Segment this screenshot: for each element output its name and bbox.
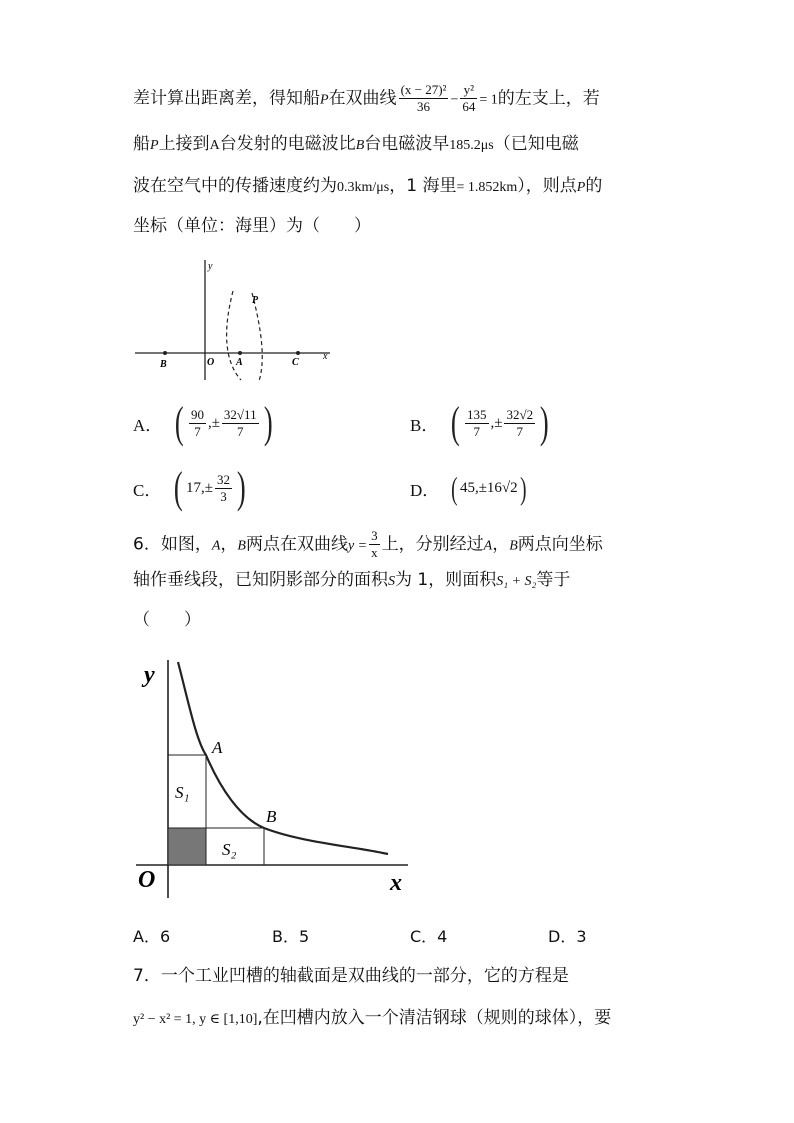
q6-line-1: 6．如图，A，B两点在双曲线y = $\frac{3}{x}$ 上，分别经过A，B两点向坐标 xyxy=(133,528,603,560)
s2-label: S₂ xyxy=(222,840,237,859)
q6-line-3: （ ） xyxy=(133,610,201,630)
point-c-label: C xyxy=(292,357,299,368)
x-axis-label: x xyxy=(323,351,328,362)
point-a-label: A xyxy=(212,738,223,757)
y-axis-label: y xyxy=(144,662,155,688)
origin-label: O xyxy=(138,867,156,893)
q5-line-3: 波在空气中的传播速度约为0.3km/μs，1 海里= 1.852km），则点P的 xyxy=(133,176,603,196)
q6-fraction: $\frac{3}{x}$ xyxy=(371,528,378,560)
x-axis-label: x xyxy=(390,870,402,896)
q6-area-figure xyxy=(130,650,420,900)
q5-line-1: 差计算出距离差，得知船P在双曲线 $\frac{\text{(x − 27)²}}{36}$ − $\frac{\text{y²}}{64}$ = 1的左支上，若 xyxy=(133,82,600,114)
q5-fraction-2: $\frac{\text{y²}}{64}$ xyxy=(462,82,476,114)
q7-line-2: y² − x² = 1, y ∈ [1,10],在凹槽内放入一个清洁钢球（规则的球体），要 xyxy=(133,1008,612,1028)
q5-fraction-1: $\frac{\text{(x − 27)²}}{36}$ xyxy=(400,82,447,114)
q5-hyperbola-figure xyxy=(135,255,345,385)
y-axis-label: y xyxy=(208,261,213,272)
q5-line-2: 船P上接到A台发射的电磁波比B台电磁波早185.2μs（已知电磁 xyxy=(133,134,579,154)
hyperbola-arc xyxy=(252,293,262,381)
point-p-label: P xyxy=(252,295,259,306)
q6-option-b[interactable]: B．5 xyxy=(272,927,310,946)
point-a-label: A xyxy=(236,357,243,368)
q5-option-b[interactable]: B． ( $\frac{135}{7}$ ,± $\frac{32√2}{7}$ ) xyxy=(410,398,549,447)
q7-line-1: 7．一个工业凹槽的轴截面是双曲线的一部分，它的方程是 xyxy=(133,966,569,986)
point-b xyxy=(163,351,167,355)
hyperbola-curve xyxy=(178,662,388,854)
q6-option-c[interactable]: C．4 xyxy=(410,927,448,946)
q5-option-d[interactable]: D． ( 45,±16√2 ) xyxy=(410,470,527,506)
q6-option-d[interactable]: D．3 xyxy=(548,927,587,946)
point-c xyxy=(296,351,300,355)
point-a xyxy=(238,351,242,355)
s1-label: S₁ xyxy=(175,783,190,802)
q6-option-a[interactable]: A．6 xyxy=(133,927,171,946)
point-b-label: B xyxy=(266,807,277,826)
shaded-area xyxy=(168,828,206,865)
point-b-label: B xyxy=(160,359,167,370)
origin-label: O xyxy=(207,357,215,368)
q5-line-4: 坐标（单位：海里）为（ ） xyxy=(133,216,371,236)
q5-option-c[interactable]: C． ( 17,± $\frac{32}{3}$ ) xyxy=(133,463,246,512)
q6-line-2: 轴作垂线段，已知阴影部分的面积S为 1，则面积S₁ + S₂等于 xyxy=(133,570,571,590)
q5-option-a[interactable]: A． ( $\frac{90}{7}$ ,± $\frac{32√11}{7}$ ) xyxy=(133,398,273,447)
